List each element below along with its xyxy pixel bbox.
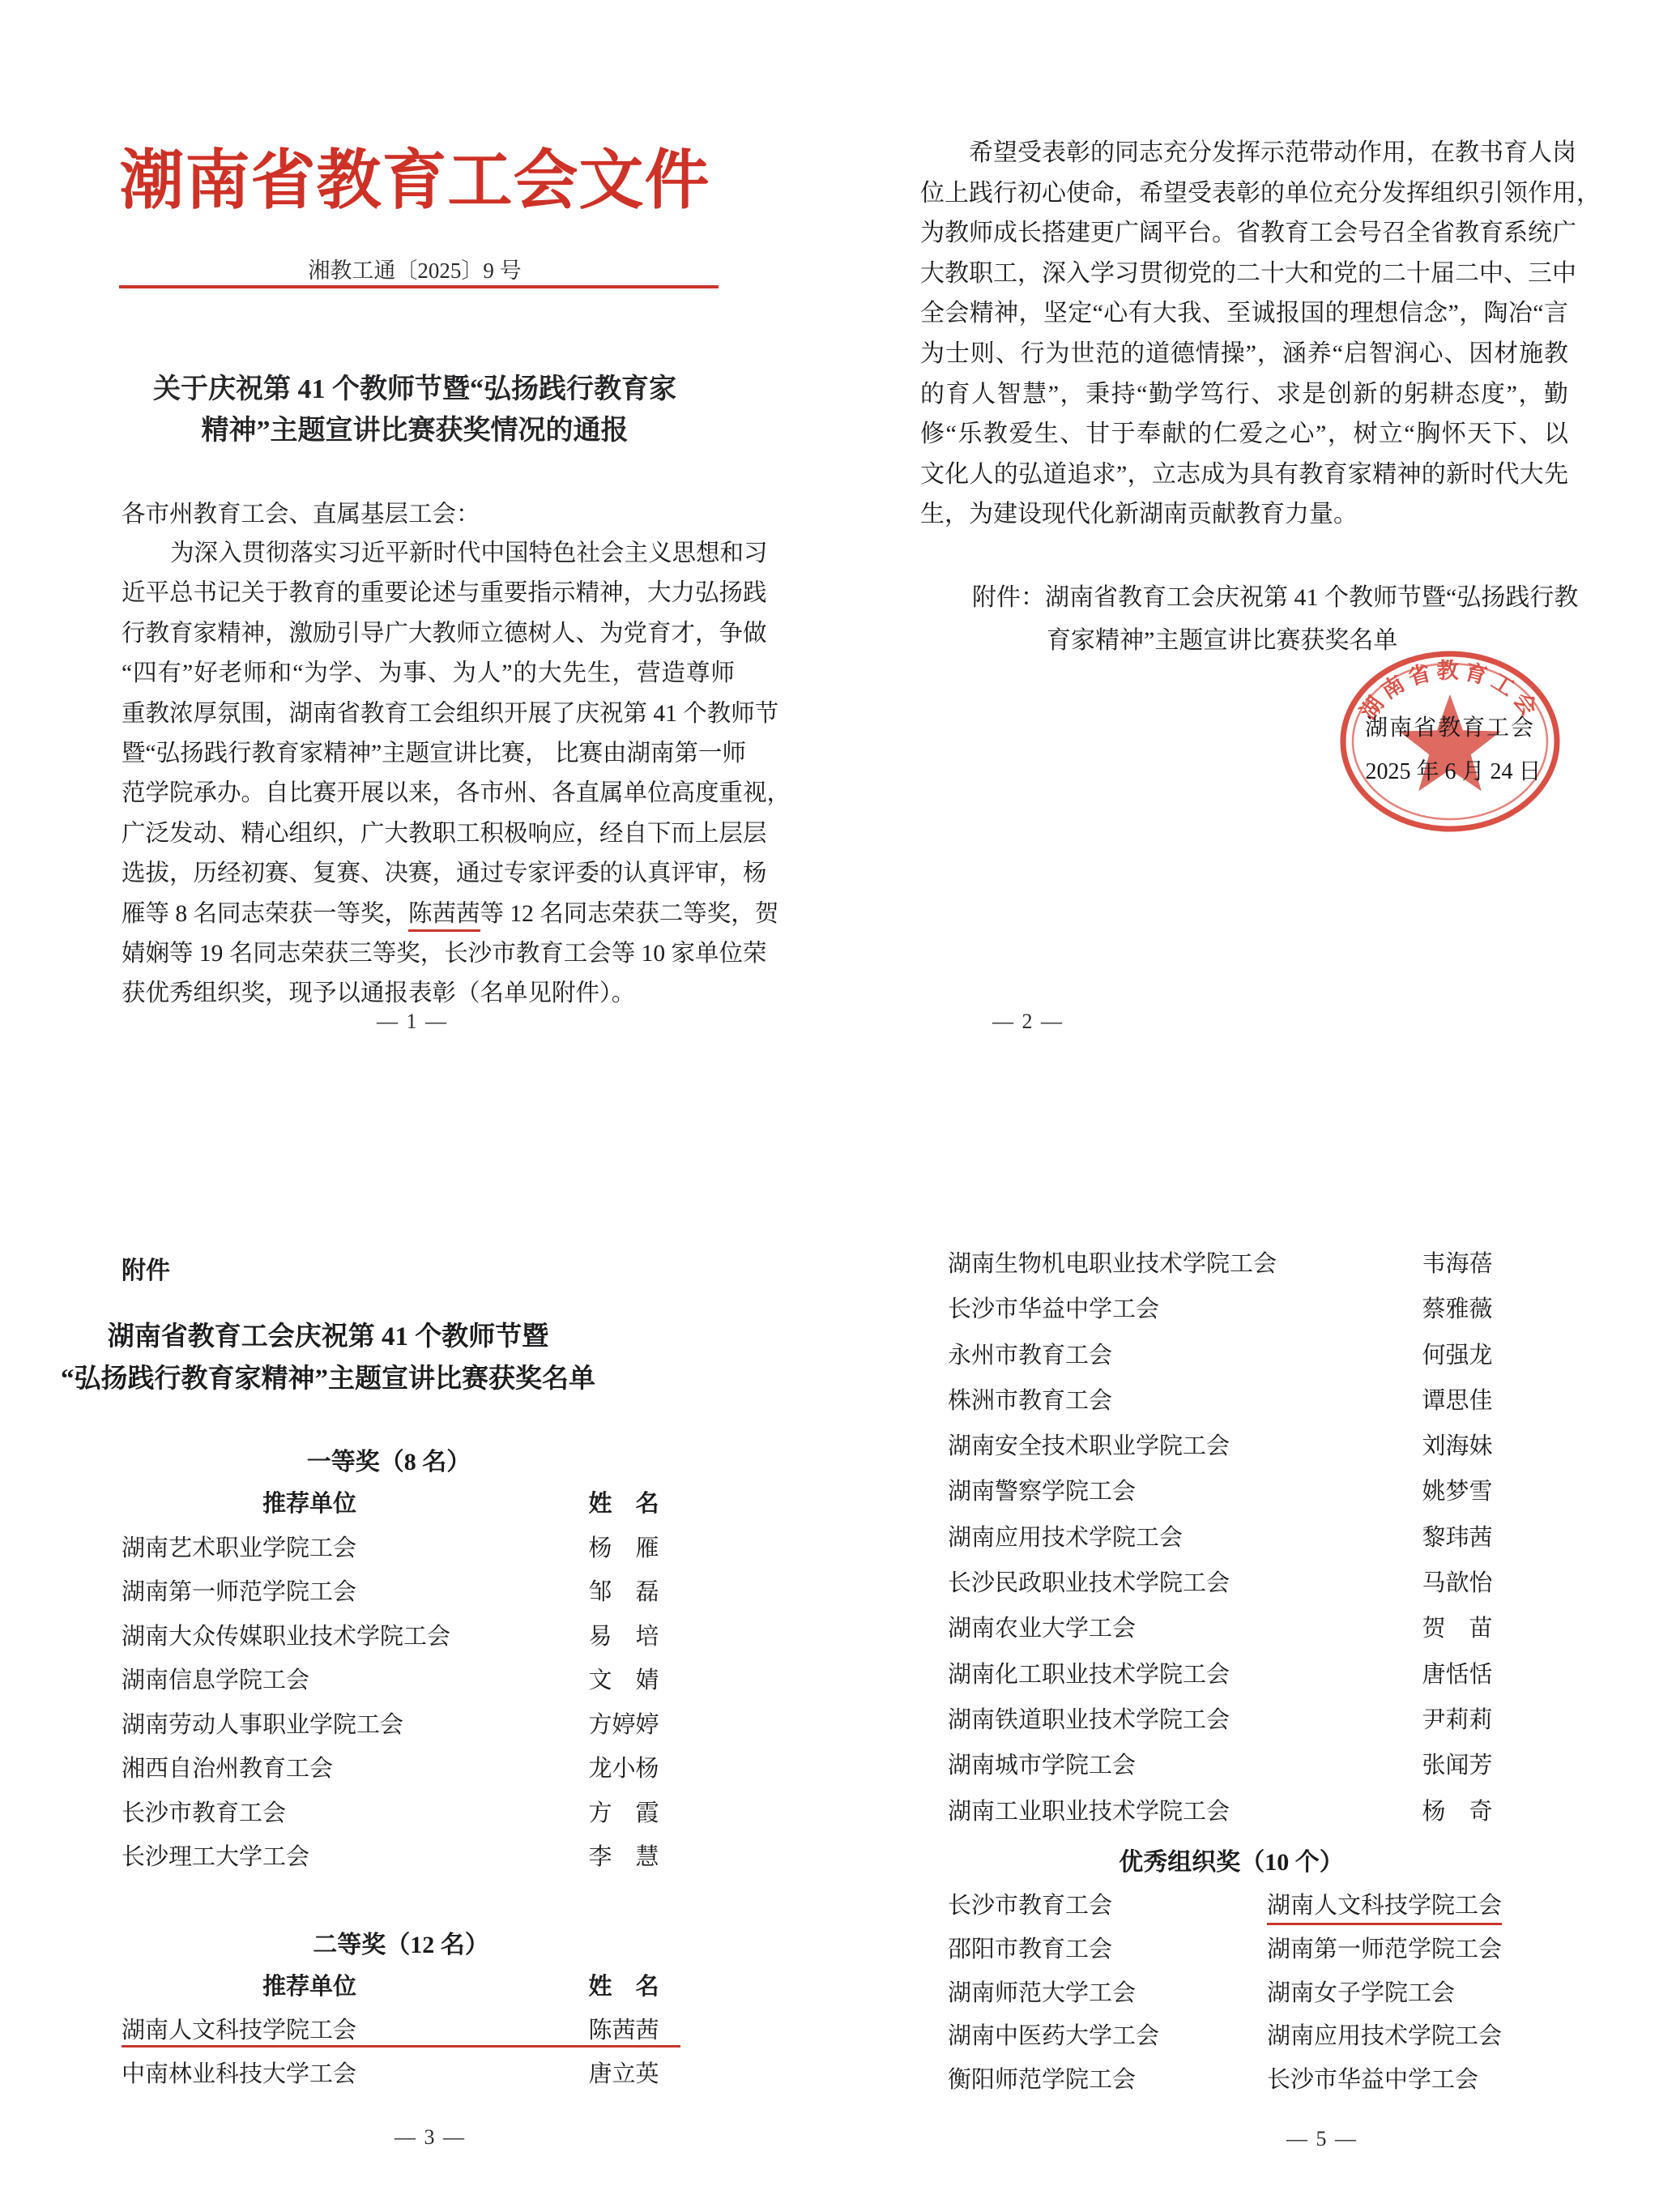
winner-name: 方 霞: [588, 1800, 659, 1826]
column-header-unit: 推荐单位: [262, 1974, 356, 2000]
text-segment: “四有”好老师和“为学、为事、为人”的大先生，营造尊师: [122, 660, 735, 687]
document-number: 湘教工通〔2025〕9 号: [308, 258, 522, 283]
org-award-row: [948, 1887, 1515, 1931]
recommending-unit: 湖南劳动人事职业学院工会: [122, 1711, 404, 1738]
recommending-unit: 湘西自治州教育工会: [122, 1756, 334, 1782]
text-segment: 为士则、行为世范的道德情操”，涵养“启智润心、因材施教: [920, 339, 1568, 367]
award-row: [122, 1530, 680, 1574]
salutation: 各市州教育工会、直属基层工会：: [122, 502, 480, 527]
page-3: [0, 1106, 830, 2212]
org-award-unit: 湖南中医药大学工会: [948, 2023, 1160, 2050]
org-award-unit: 湖南第一师范学院工会: [1267, 1936, 1503, 1962]
org-award-unit: 湖南师范大学工会: [948, 1979, 1137, 2006]
winner-name: 张闻芳: [1422, 1753, 1493, 1779]
recommending-unit: 湖南工业职业技术学院工会: [948, 1798, 1230, 1825]
column-header-name: 姓 名: [588, 1974, 659, 2000]
text-line: [122, 697, 779, 737]
recommending-unit: 长沙理工大学工会: [122, 1844, 310, 1870]
award-row: [122, 1662, 680, 1706]
first-prize-heading: 一等奖（8 名）: [306, 1449, 471, 1475]
organization-award-list: [948, 1887, 1515, 2105]
org-award-row: [948, 2018, 1515, 2061]
text-segment: 选拔，历经初赛、复赛、决赛，通过专家评委的认真评审，杨: [122, 860, 767, 887]
award-row: [122, 1574, 680, 1618]
text-segment: 近平总书记关于教育的重要论述与重要指示精神，大力弘扬践: [122, 580, 767, 607]
recommending-unit: 株洲市教育工会: [948, 1387, 1113, 1414]
award-row: [948, 1519, 1515, 1565]
recommending-unit: 湖南应用技术学院工会: [948, 1524, 1183, 1551]
page-1-body: [122, 536, 791, 1017]
text-segment: 位上践行初心使命，希望受表彰的单位充分发挥组织引领作用，: [920, 179, 1601, 207]
text-line: [920, 417, 1568, 458]
winner-name: 易 培: [588, 1623, 659, 1650]
text-line: [122, 776, 791, 816]
recommending-unit: 湖南信息学院工会: [122, 1668, 310, 1693]
award-row: [122, 2012, 680, 2056]
text-line: [122, 536, 768, 576]
award-row: [948, 1291, 1515, 1336]
text-segment: 暨“弘扬践行教育家精神”主题宣讲比赛， 比赛由湖南第一师: [122, 740, 747, 767]
award-row: [122, 1750, 680, 1795]
attachment-title-line-1: 湖南省教育工会庆祝第 41 个教师节暨: [107, 1322, 549, 1352]
winner-name: 尹莉莉: [1422, 1706, 1493, 1733]
org-award-row: [948, 1975, 1515, 2018]
org-award-row: [948, 2061, 1515, 2105]
winner-name: 何强龙: [1422, 1342, 1493, 1369]
award-row: [948, 1565, 1515, 1610]
org-award-row: [948, 1931, 1515, 1975]
text-line: [920, 497, 1568, 538]
page-2-body: [920, 136, 1601, 538]
award-row: [122, 1838, 680, 1883]
winner-name: 邹 磊: [588, 1579, 659, 1605]
text-line: [122, 937, 767, 976]
text-line: [122, 817, 767, 856]
text-segment: 获优秀组织奖，现予以通报表彰（名单见附件）。: [122, 980, 636, 1007]
recommending-unit: 湖南农业大学工会: [948, 1616, 1137, 1642]
text-segment: 等 12 名同志荣获二等奖，贺: [480, 900, 779, 927]
recommending-unit: 湖南铁道职业技术学院工会: [948, 1706, 1230, 1733]
recommending-unit: 长沙民政职业技术学院工会: [948, 1570, 1230, 1597]
table-header-row: [122, 1485, 680, 1530]
text-segment: 为教师成长搭建更广阔平台。省教育工会号召全省教育系统广: [920, 220, 1576, 247]
table-header-row: [122, 1968, 680, 2012]
recommending-unit: 长沙市教育工会: [122, 1800, 287, 1826]
award-row: [948, 1610, 1515, 1655]
text-line: [122, 617, 767, 656]
page-2: [830, 0, 1659, 1106]
page-number-1: — 1 —: [377, 1010, 448, 1033]
winner-name: 唐恬恬: [1422, 1661, 1493, 1688]
award-row: [122, 1795, 680, 1839]
award-row: [948, 1428, 1515, 1473]
winner-name: 刘海妹: [1422, 1433, 1493, 1460]
award-row: [948, 1793, 1515, 1838]
org-award-unit: 邵阳市教育工会: [948, 1936, 1113, 1962]
text-segment: 大教职工，深入学习贯彻党的二十大和党的二十届二中、三中: [920, 259, 1576, 287]
page-number-2: — 2 —: [992, 1010, 1064, 1033]
second-prize-table: [122, 1968, 680, 2099]
winner-name: 谭思佳: [1422, 1387, 1493, 1414]
recommending-unit: 湖南第一师范学院工会: [122, 1579, 357, 1605]
recommending-unit: 中南林业科技大学工会: [122, 2061, 357, 2087]
text-segment: 修“乐教爱生、甘于奉献的仁爱之心”，树立“胸怀天下、以: [920, 421, 1568, 448]
page-number-5: — 5 —: [1286, 2127, 1358, 2150]
text-line: [122, 737, 747, 776]
column-header-name: 姓 名: [588, 1491, 659, 1517]
column-header-unit: 推荐单位: [262, 1491, 356, 1517]
award-row: [122, 1618, 680, 1663]
winner-name: 姚梦雪: [1422, 1479, 1493, 1505]
winner-name: 龙小杨: [588, 1756, 659, 1782]
org-award-unit: 长沙市教育工会: [948, 1893, 1113, 1919]
issuer-signature: 湖南省教育工会: [1364, 715, 1535, 741]
text-line: [920, 337, 1568, 378]
seal-arc-text: 湖南省教育工会: [1355, 659, 1545, 724]
text-line: [920, 297, 1568, 337]
award-row: [948, 1382, 1515, 1428]
second-prize-rows: [122, 2012, 680, 2099]
text-segment: 重教浓厚氛围，湖南省教育工会组织开展了庆祝第 41 个教师节: [122, 700, 779, 727]
org-award-unit: 湖南女子学院工会: [1267, 1979, 1456, 2006]
winner-name: 黎玮茜: [1422, 1524, 1493, 1551]
text-line: [122, 656, 735, 696]
attachment-label: 附件: [122, 1258, 170, 1284]
issue-date: 2025 年 6 月 24 日: [1365, 759, 1542, 784]
document-title-line-1: 关于庆祝第 41 个教师节暨“弘扬践行教育家: [153, 374, 676, 404]
recommending-unit: 湖南安全技术职业学院工会: [948, 1433, 1230, 1460]
attachment-title-line-2: “弘扬践行教育家精神”主题宣讲比赛获奖名单: [61, 1364, 595, 1394]
award-row: [948, 1337, 1515, 1382]
document-title-line-2: 精神”主题宣讲比赛获奖情况的通报: [201, 416, 629, 446]
winner-name: 文 婧: [588, 1668, 659, 1693]
text-segment: 范学院承办。自比赛开展以来，各市州、各直属单位高度重视，: [122, 780, 791, 807]
text-segment: 婧娴等 19 名同志荣获三等奖，长沙市教育工会等 10 家单位荣: [122, 940, 767, 967]
red-divider-rule: [119, 285, 719, 288]
text-segment: 生，为建设现代化新湖南贡献教育力量。: [920, 501, 1358, 528]
recommending-unit: 长沙市华益中学工会: [948, 1296, 1160, 1323]
text-line: [920, 216, 1576, 257]
red-letterhead-title: 潮南省教育工会文件: [119, 146, 710, 217]
text-line: [920, 257, 1576, 297]
attachment-reference-line-1: 附件：湖南省教育工会庆祝第 41 个教师节暨“弘扬践行教: [972, 584, 1579, 611]
award-row: [122, 1706, 680, 1751]
award-row: [122, 2056, 680, 2099]
recommending-unit: 湖南城市学院工会: [948, 1753, 1137, 1779]
text-line: [920, 458, 1568, 498]
text-line: [122, 897, 779, 937]
text-segment: 行教育家精神，激励引导广大教师立德树人、为党育才，争做: [122, 620, 767, 647]
winner-name: 杨 奇: [1422, 1798, 1493, 1825]
award-row: [948, 1656, 1515, 1702]
text-line: [920, 378, 1568, 418]
page-4: [830, 1106, 1659, 2212]
text-segment: 雁等 8 名同志荣获一等奖，: [122, 900, 409, 927]
winner-name: 韦海蓓: [1422, 1251, 1493, 1277]
org-award-unit: 长沙市华益中学工会: [1267, 2067, 1479, 2094]
winner-name: 杨 雁: [588, 1535, 659, 1561]
award-row: [948, 1245, 1515, 1291]
text-line: [122, 576, 767, 616]
winner-name: 方婷婷: [588, 1711, 659, 1738]
org-award-unit: 衡阳师范学院工会: [948, 2067, 1137, 2094]
text-segment: 为深入贯彻落实习近平新时代中国特色社会主义思想和习: [170, 540, 768, 566]
award-row: [948, 1473, 1515, 1518]
first-prize-rows: [122, 1530, 680, 1883]
winner-name: 贺 苗: [1422, 1616, 1493, 1642]
second-prize-heading: 二等奖（12 名）: [313, 1932, 489, 1958]
text-segment: 广泛发动、精心组织，广大教职工积极响应，经自下而上层层: [122, 820, 767, 847]
text-segment: 的育人智慧”，秉持“勤学笃行、求是创新的躬耕态度”，勤: [920, 380, 1568, 408]
highlighted-winner-name: 陈茜茜: [408, 901, 480, 932]
winner-name: 马歆怡: [1422, 1570, 1493, 1597]
page-number-3: — 3 —: [394, 2125, 466, 2149]
recommending-unit: 湖南生物机电职业技术学院工会: [948, 1251, 1277, 1277]
text-segment: 文化人的弘道追求”，立志成为具有教育家精神的新时代大先: [920, 460, 1568, 488]
winner-name: 陈茜茜: [588, 2018, 659, 2043]
highlighted-org-award-unit: 湖南人文科技学院工会: [1267, 1887, 1502, 1925]
award-row: [948, 1747, 1515, 1792]
page-1: [0, 0, 830, 1106]
text-line: [920, 136, 1576, 177]
text-line: [920, 177, 1601, 217]
org-award-unit: 湖南应用技术学院工会: [1267, 2023, 1503, 2050]
text-line: [122, 856, 767, 896]
winner-name: 唐立英: [588, 2061, 659, 2087]
winner-name: 蔡雅薇: [1422, 1296, 1493, 1323]
recommending-unit: 永州市教育工会: [948, 1342, 1113, 1369]
text-segment: 希望受表彰的同志充分发挥示范带动作用，在教书育人岗: [969, 139, 1576, 166]
first-prize-table: [122, 1485, 680, 1883]
organization-award-heading: 优秀组织奖（10 个）: [1119, 1849, 1344, 1876]
text-segment: 全会精神，坚定“心有大我、至诚报国的理想信念”，陶冶“言: [920, 300, 1568, 327]
recommending-unit: 湖南人文科技学院工会: [122, 2018, 357, 2043]
recommending-unit: 湖南化工职业技术学院工会: [948, 1661, 1230, 1688]
second-prize-table-continued: [948, 1245, 1515, 1838]
recommending-unit: 湖南警察学院工会: [948, 1479, 1137, 1505]
recommending-unit: 湖南大众传媒职业技术学院工会: [122, 1623, 451, 1650]
award-row: [948, 1702, 1515, 1747]
winner-name: 李 慧: [588, 1844, 659, 1870]
attachment-reference-line-2: 育家精神”主题宣讲比赛获奖名单: [1047, 627, 1398, 654]
recommending-unit: 湖南艺术职业学院工会: [122, 1535, 357, 1561]
